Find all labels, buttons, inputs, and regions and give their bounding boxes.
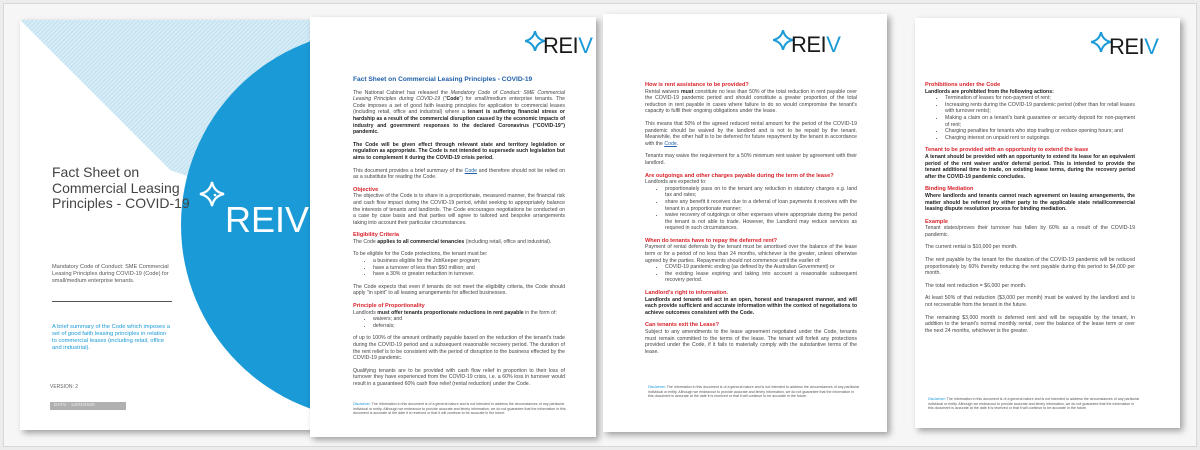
paragraph <box>645 329 857 355</box>
reiv-star-icon <box>1091 32 1111 52</box>
bold-text: Landlords and tenants will act in an open, honest and transparent manner, and will each provide sufficient and accurate information within the context of negotiations to achieve outcomes consistent with the Code. <box>645 296 857 316</box>
reiv-logo <box>773 30 841 57</box>
code-link[interactable]: Code <box>664 140 677 147</box>
paragraph <box>353 142 565 162</box>
paragraph <box>353 193 565 226</box>
paragraph <box>353 251 565 258</box>
paragraph <box>353 168 565 181</box>
paragraph <box>353 90 565 136</box>
text-run: At least 50% of that reduction ($3,000 per month) must be waived by the landlord and is not recoverable from the tenant in the future. <box>925 295 1135 309</box>
disclaimer-text: The information in this document is of a general nature and is not intended to address the circumstances of any particular individual or entity. Although we endeavour to provide accurate and timely information, we do not guarantee that the information in this document is accurate at the date it is received or that it will continue to be accurate in the future. <box>353 402 566 416</box>
cover-date: DATE - 14/04/2020 <box>50 402 126 410</box>
disclaimer-text: The information in this document is of a general nature and is not intended to address the circumstances of any particular individual or entity. Although we endeavour to provide accurate and timely information, we do not guarantee that the information in this document is accurate at the date it is received or that it will continue to be accurate in the future. <box>928 397 1140 411</box>
list-item: • waivers; and <box>373 316 565 323</box>
section-heading: Prohibitions under the Code <box>925 82 1001 88</box>
cover-graphic <box>20 20 312 430</box>
list-item: • Charging penalties for tenants who stop trading or reduce opening hours; and <box>945 128 1135 135</box>
paragraph <box>353 368 565 388</box>
logo-text: REI <box>791 32 827 57</box>
document-page-3 <box>603 14 887 432</box>
paragraph <box>925 244 1135 251</box>
list-item: • a business eligible for the JobKeeper program; <box>373 258 565 265</box>
list-item: • Charging interest on unpaid rent or outgoings. <box>945 135 1135 142</box>
cover-title-line: Principles - COVID-19 <box>52 195 190 211</box>
cover-summary: A brief summary of the Code which imposes a set of good faith leasing principles in relation to commercial leases (including retail, office and industrial). <box>52 324 170 351</box>
bold-text: applies to all commercial tenancies <box>377 238 465 245</box>
section-heading: Objective <box>353 186 379 193</box>
bullet-list <box>353 316 565 329</box>
disclaimer <box>353 402 567 416</box>
text-run: (" <box>440 96 447 103</box>
list-item: • COVID-19 pandemic ending (as defined by the Australian Government) or <box>665 264 857 271</box>
logo-text-accent: V <box>826 32 841 57</box>
cover-logo-text: REIV <box>225 199 310 240</box>
list-item: • proportionately pass on to the tenant any reduction in statutory charges e.g. land tax and rates; <box>665 186 857 199</box>
paragraph <box>925 225 1135 238</box>
list-item: • Termination of leases for non-payment of rent; <box>945 95 1135 102</box>
text-run: The current rental is $10,000 per month. <box>925 244 1018 251</box>
paragraph <box>353 239 565 246</box>
text-run: To be eligible for the Code protections, the tenant must be: <box>353 251 488 258</box>
bold-text: must offer tenants proportionate reductions in rent payable <box>377 309 524 316</box>
paragraph <box>645 153 857 166</box>
cover-title-line: Fact Sheet on <box>52 164 140 180</box>
disclaimer <box>648 385 860 399</box>
paragraph <box>925 154 1135 180</box>
text-run: The Code <box>353 238 378 245</box>
text-run: (including retail, office and industrial). <box>464 238 552 245</box>
disclaimer-label: Disclaimer: <box>928 397 946 401</box>
text-run: The objective of the Code is to share in a proportionate, measured manner, the financial risk and cash flow impact during the COVID-19 period, whilst seeking to appropriately balance the interests of tenants and landlords. The Code encourages negotiations be conducted on a case by case basis and that parties will agree to tailored and bespoke arrangements taking into account their particular circumstances. <box>353 193 565 226</box>
bold-text: The Code will be given effect through relevant state and territory legislation or regulation as appropriate. The Code is not intended to supersede such legislation but aims to complement it during the COVID-19 crisis period. <box>353 141 565 161</box>
document-page-2 <box>310 17 596 437</box>
text-run: Subject to any amendments to the lease agreement negotiated under the Code, tenants must remain committed to the terms of the lease. The tenant will forfeit any protections provided under the Code, if it fails to materially comply with the substantive terms of the lease. <box>645 329 857 355</box>
text-run: and therefore should not be relied on as a substitute for reading the Code. <box>353 167 566 181</box>
text-run: Qualifying tenants are to be provided with cash flow relief in proportion to their loss of turnover they have experienced from the COVID-19 crisis, i.e. a 60% loss in turnover would result in a guaranteed 60% cash flow relief (rental reduction) under the Code. <box>353 367 565 387</box>
bold-text: tenant is suffering financial stress or hardship as a result of the commercial disruption caused by the economic impacts of industry and government responses to the declared Coronavirus ("COVID-19") pandemic. <box>353 109 565 136</box>
document-page-4 <box>915 18 1180 428</box>
section-heading: Can tenants exit the Lease? <box>645 322 719 329</box>
text-run: This document provides a brief summary of the <box>353 167 465 174</box>
logo-text-accent: V <box>578 33 593 58</box>
text-run: . <box>676 140 679 147</box>
paragraph <box>925 283 1135 290</box>
bold-text: A tenant should be provided with an opportunity to extend its lease for an equivalent period of the rent waiver and/or deferral period. This is intended to provide the tenant additional time to trade, on existing lease terms, during the recovery period after the COVID-19 pandemic concludes. <box>925 153 1135 180</box>
italic-text: Mandatory Code of Conduct: SME Commercial Leasing Principles during COVID-19 <box>353 89 565 103</box>
text-run: The remaining $3,000 month is deferred rent and will be repayable by the tenant, in addition to the tenant's normal monthly rental, over the balance of the lease term or over the next 24 months, whichever is the greater. <box>925 314 1135 334</box>
list-item: • Making a claim on a tenant's bank guarantee or security deposit for non-payment of rent; <box>945 115 1135 128</box>
section-heading: Are outgoings and other charges payable during the term of the lease? <box>645 172 834 179</box>
text-run: The total rent reduction = $6,000 per month. <box>925 282 1027 289</box>
cover-subtitle: Mandatory Code of Conduct: SME Commercial Leasing Principles during COVID-19 (Code) for small/medium enterprise tenants. <box>52 264 169 284</box>
text-run: ") for small/medium enterprise tenants. The Code imposes a set of good faith leasing principles for application to commercial leases (including retail, office and industrial) where a <box>353 96 565 116</box>
disclaimer-text: The information in this document is of a general nature and is not intended to address the circumstances of any particular individual or entity. Although we endeavour to provide accurate and timely information, we do not guarantee that the information in this document is accurate at the date it is received or that it will continue to be accurate in the future. <box>648 385 860 399</box>
reiv-logo <box>525 31 593 58</box>
list-item: • Increasing rents during the COVID-19 pandemic period (other than for retail leases with turnover rents); <box>945 102 1135 115</box>
text-run: Rental waivers <box>645 88 681 95</box>
reiv-star-icon <box>525 31 545 51</box>
page-content <box>353 77 565 394</box>
text-run: of up to 100% of the amount ordinarily payable based on the reduction of the tenant's trade during the COVID-19 period and a subsequent reasonable recovery period. The duration of the rent relief is to be consistent with the period of disruption to the business effected by the COVID-19 pandemic. <box>353 335 565 362</box>
logo-text: REI <box>1109 34 1145 59</box>
section-heading: Binding Mediation <box>925 186 974 193</box>
text-run: Landlords are expected to: <box>645 179 707 186</box>
section-heading: Principle of Proportionality <box>353 303 425 310</box>
section-heading: Tenant to be provided with an opportunity to extend the lease <box>925 147 1089 154</box>
cover-title-line: Commercial Leasing <box>52 179 180 196</box>
bullet-list <box>925 95 1135 141</box>
paragraph <box>925 89 1135 96</box>
text-run: The Code expects that even if tenants do not meet the eligibility criteria, the Code should apply "in spirit" to all leasing arrangements for affected businesses. <box>353 283 565 297</box>
bullet-list <box>353 258 565 278</box>
section-heading: Eligibility Criteria <box>353 232 400 239</box>
cover-page <box>20 20 312 430</box>
text-run: The National Cabinet has released the <box>353 89 451 96</box>
paragraph <box>925 257 1135 277</box>
paragraph <box>645 89 857 115</box>
disclaimer <box>928 397 1140 411</box>
reiv-logo <box>1091 32 1159 59</box>
bullet-list <box>645 186 857 232</box>
cover-version: VERSION: 2 <box>50 384 79 390</box>
list-item: • have a 30% or greater reduction in turnover. <box>373 271 565 278</box>
paragraph <box>353 335 565 361</box>
text-run: This means that 50% of the agreed reduced rental amount for the period of the COVID-19 pandemic should be waived by the landlord and is not to be repaid by the tenant. Meanwhile, the other half is to be deferred for future repayment by the tenant in accordance with the <box>645 120 857 147</box>
paragraph <box>645 179 857 186</box>
bold-text: Where landlords and tenants cannot reach agreement on leasing arrangements, the matter should be referred by either party to the applicable state retail/commercial leasing dispute resolution process for binding mediation. <box>925 192 1135 213</box>
bold-text: must <box>680 88 694 95</box>
section-heading: How is rent assistance to be provided? <box>645 82 749 88</box>
section-heading: Example <box>925 218 949 225</box>
paragraph <box>645 244 857 264</box>
logo-text-accent: V <box>1144 34 1159 59</box>
page-content <box>925 76 1135 340</box>
page-title: Fact Sheet on Commercial Leasing Principles - COVID-19 <box>353 76 533 83</box>
text-run: The rent payable by the tenant for the duration of the COVID-19 pandemic will be reduced proportionately by 60% thereby reducing the rent payable during this period to $4,000 per month. <box>925 257 1135 277</box>
list-item: • have a turnover of less than $50 million; and <box>373 265 565 272</box>
section-heading: When do tenants have to repay the deferred rent? <box>645 237 778 244</box>
list-item: • share any benefit it receives due to a deferral of loan payments it receives with the tenant in a proportionate manner; <box>665 199 857 212</box>
code-link[interactable]: Code <box>464 167 477 174</box>
cover-title <box>52 165 190 212</box>
page-content <box>645 76 857 361</box>
cover-divider <box>52 301 172 302</box>
paragraph <box>925 315 1135 335</box>
disclaimer-label: Disclaimer: <box>648 385 666 389</box>
text-run: constitute no less than 50% of the total reduction in rent payable over the COVID-19 pandemic period and should constitute a greater proportion of the total reduction in rent payable in cases where failure to do so would compromise the tenant's capacity to fulfil their ongoing obligations under the lease. <box>645 88 857 115</box>
paragraph <box>925 295 1135 308</box>
paragraph <box>645 121 857 147</box>
paragraph <box>925 193 1135 213</box>
paragraph <box>353 310 565 317</box>
bullet-list <box>645 264 857 284</box>
reiv-star-icon <box>773 30 793 50</box>
paragraph <box>353 284 565 297</box>
list-item: • waive recovery of outgoings or other expenses where appropriate during the period the tenant is not able to trade. However, the Landlord may reduce services as required in such circumstances. <box>665 212 857 232</box>
disclaimer-label: Disclaimer: <box>353 402 371 406</box>
list-item: • deferrals; <box>373 323 565 330</box>
section-heading: Landlord's right to information. <box>645 290 729 297</box>
bold-text: Code <box>446 96 460 103</box>
paragraph <box>645 297 857 317</box>
text-run: Tenant states/proves their turnover has fallen by 60% as a result of the COVID-19 pandemic. <box>925 225 1135 238</box>
text-run: in the form of: <box>523 309 557 316</box>
text-run: Landlords <box>353 309 378 316</box>
logo-text: REI <box>543 33 579 58</box>
list-item: • the existing lease expiring and taking into account a reasonable subsequent recovery period. <box>665 271 857 284</box>
text-run: Tenants may waive the requirement for a 50% minimum rent waiver by agreement with their landlord. <box>645 153 857 166</box>
text-run: Payment of rental deferrals by the tenant must be amortised over the balance of the lease term or for a period of no less than 24 months, whichever is the greater, unless otherwise agreed by the parties. Repayments should not commence until the earlier of: <box>645 244 857 264</box>
bold-text: Landlords are prohibited from the following actions: <box>925 88 1054 95</box>
